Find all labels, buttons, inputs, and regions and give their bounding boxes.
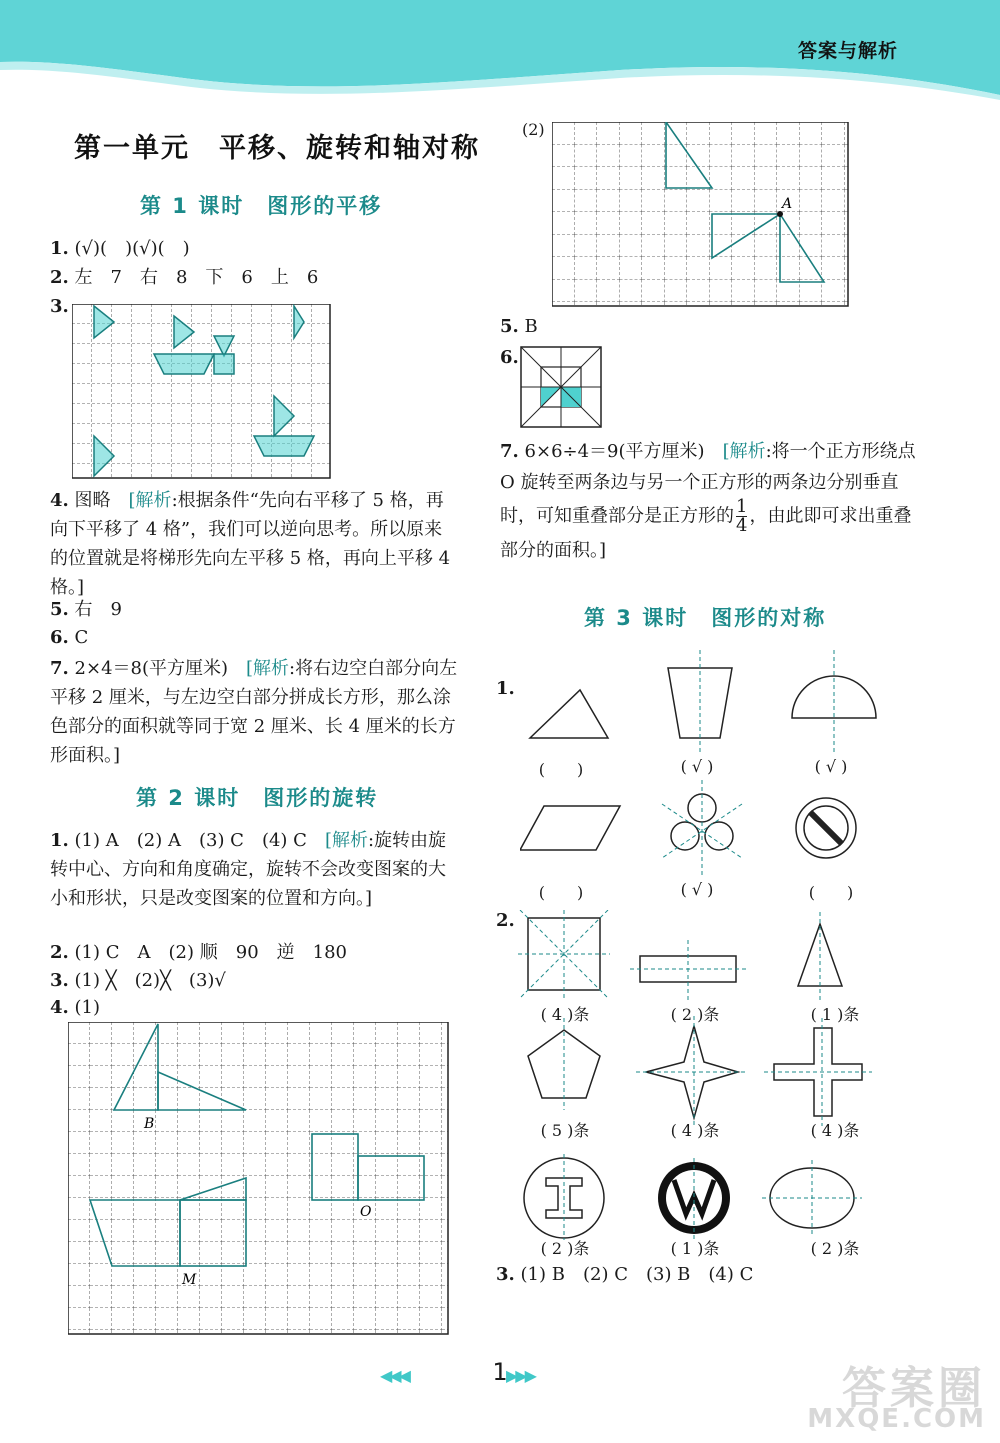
unit-title: 第一单元 平移、旋转和轴对称: [74, 133, 480, 164]
question-number: 2.: [50, 942, 69, 963]
fraction-numerator: 1: [736, 496, 748, 517]
parallelogram-shape: [520, 806, 620, 850]
fraction-denominator: 4: [736, 515, 748, 536]
l1-q3: [50, 294, 69, 320]
answer-text: 右 9: [74, 599, 122, 620]
footer-right-arrows: ▶▶▶: [506, 1366, 534, 1385]
l3-q1: [496, 676, 515, 702]
footer-left-arrows: ◀◀◀: [380, 1366, 408, 1385]
l1-q6: [50, 625, 88, 651]
analysis-tag: [解析: [246, 658, 290, 679]
caption-q1-1: ( ): [538, 760, 584, 779]
answer-text: 图略: [74, 490, 129, 511]
caption-q2-2: ( 2 )条: [670, 1005, 720, 1024]
lesson-1-title: 第 1 课时 图形的平移: [140, 194, 383, 218]
symmetry-shapes-q2: [516, 910, 896, 1244]
answer-text: (1) B (2) C (3) B (4) C: [520, 1264, 754, 1285]
analysis-tag: [解析: [128, 490, 172, 511]
analysis-tag: [解析: [722, 441, 766, 462]
answer-text: (1) C A (2) 顺 90 逆 180: [74, 942, 348, 963]
question-number: 4.: [50, 490, 69, 511]
l2-q7: [500, 436, 918, 566]
answer-text: C: [74, 627, 89, 648]
caption-q1-3: ( √ ): [814, 757, 848, 776]
header-label: 答案与解析: [797, 40, 898, 62]
question-number: 2.: [496, 910, 515, 931]
watermark-logo: 答案圈: [842, 1363, 986, 1414]
l2-q1: [50, 826, 460, 913]
caption-q2-5: ( 4 )条: [670, 1121, 720, 1140]
rotation-grid-figure-2: [552, 122, 850, 312]
label-O: O: [360, 1204, 372, 1220]
l2-q4: [50, 995, 100, 1021]
analysis-tag: [解析: [324, 830, 368, 851]
question-number: 4.: [50, 997, 69, 1018]
answer-text: (1): [74, 997, 101, 1018]
analysis-text: :旋转由旋转中心、方向和角度确定，旋转不会改变图案的大小和形状，只是改变图案的位置和方向。]: [50, 830, 447, 909]
l3-q3: [496, 1262, 753, 1288]
label-B: B: [144, 1116, 155, 1132]
page-number: 1: [492, 1358, 508, 1386]
l1-q7: [50, 654, 460, 770]
question-number: 3.: [496, 1264, 515, 1285]
question-number: 6.: [500, 347, 519, 368]
answer-text: 6×6÷4＝9(平方厘米): [524, 441, 723, 462]
l1-q1: [50, 236, 190, 262]
question-number: 6.: [50, 627, 69, 648]
question-number: 5.: [500, 316, 519, 337]
answer-text: (1) A (2) A (3) C (4) C: [74, 830, 325, 851]
analysis-text: :将右边空白部分向左平移 2 厘米，与左边空白部分拼成长方形，那么涂色部分的面积就等同于宽 2 厘米、长 4 厘米的长方形面积。]: [50, 658, 458, 766]
question-number: 2.: [50, 267, 69, 288]
fraction: [736, 498, 747, 535]
answer-text: (√)( )(√)( ): [74, 238, 190, 259]
question-number: 7.: [500, 441, 519, 462]
caption-q2-7: ( 2 )条: [540, 1239, 590, 1258]
l2-q3: [50, 968, 226, 994]
caption-q2-4: ( 5 )条: [540, 1121, 590, 1140]
semicircle-shape: [792, 676, 876, 718]
answer-text: 左 7 右 8 下 6 上 6: [74, 267, 319, 288]
question-number: 3.: [50, 970, 69, 991]
caption-q2-3: ( 1 )条: [810, 1005, 860, 1024]
analysis-text: :将一个正方形绕点 O 旋转至两条边与另一个正方形的两条边分别垂直时，可知重叠部分是正方形的: [500, 441, 916, 527]
caption-q1-2: ( √ ): [680, 757, 714, 776]
caption-q2-1: ( 4 )条: [540, 1005, 590, 1024]
question-number: 7.: [50, 658, 69, 679]
caption-q1-5: ( √ ): [680, 880, 714, 899]
l2-q6: [500, 345, 519, 371]
l1-q5: [50, 597, 122, 623]
l3-q2: [496, 908, 515, 934]
question-number: 1.: [50, 830, 69, 851]
l2-q4-part2-label: (2): [522, 120, 545, 139]
lesson-3-title: 第 3 课时 图形的对称: [584, 606, 827, 630]
l1-q2: [50, 265, 318, 291]
question-number: 1.: [50, 238, 69, 259]
triangle-shape: [530, 690, 608, 738]
caption-q1-4: ( ): [538, 883, 584, 902]
overlap-square-figure: [520, 346, 602, 432]
label-M: M: [182, 1272, 197, 1288]
answer-text: (1) ╳ (2)╳ (3)√: [74, 970, 226, 991]
caption-q2-6: ( 4 )条: [810, 1121, 860, 1140]
answer-text: B: [524, 316, 538, 337]
question-number: 5.: [50, 599, 69, 620]
caption-q1-6: ( ): [808, 883, 854, 902]
question-number: 3.: [50, 296, 69, 317]
analysis-text: ，由此即可求出重叠部分的面积。]: [500, 505, 912, 561]
rotation-grid-figure-1: [68, 1022, 450, 1340]
translation-grid-figure: [72, 304, 332, 484]
l2-q5: [500, 314, 538, 340]
analysis-text: :根据条件“先向右平移了 5 格，再向下平移了 4 格”，我们可以逆向思考。所以原来的位置就是将梯形先向左平移 5 格，再向上平移 4 格。]: [50, 490, 451, 598]
l2-q2: [50, 940, 347, 966]
caption-q2-8: ( 1 )条: [670, 1239, 720, 1258]
caption-q2-9: ( 2 )条: [810, 1239, 860, 1258]
label-A: A: [782, 196, 793, 212]
answer-text: 2×4＝8(平方厘米): [74, 658, 247, 679]
lesson-2-title: 第 2 课时 图形的旋转: [136, 786, 379, 810]
watermark-url: MXQE.COM: [807, 1404, 986, 1434]
question-number: 1.: [496, 678, 515, 699]
l1-q4: [50, 486, 460, 602]
